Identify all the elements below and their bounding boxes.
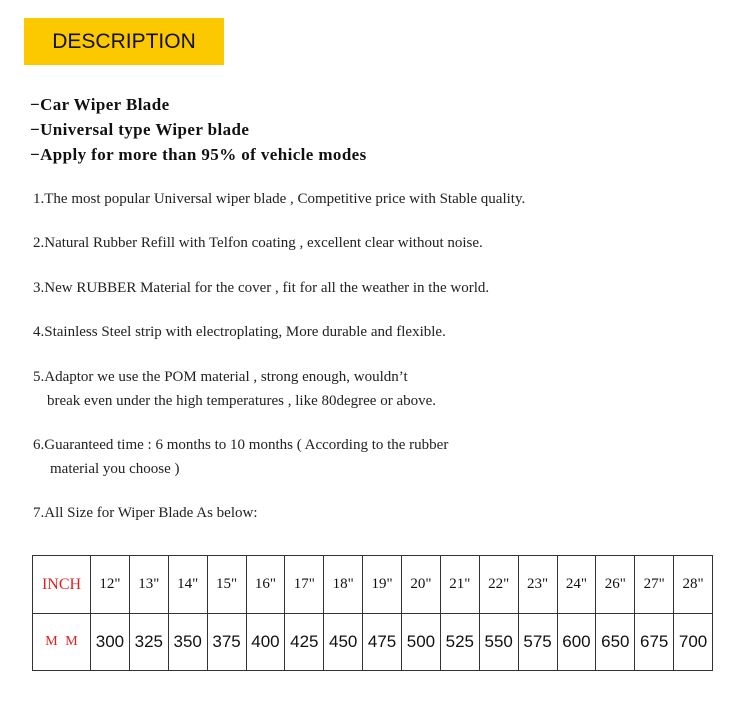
inch-cell: 13"	[129, 556, 168, 614]
mm-cell: 475	[363, 614, 402, 671]
inch-cell: 23"	[518, 556, 557, 614]
inch-cell: 17"	[285, 556, 324, 614]
mm-cell: 400	[246, 614, 285, 671]
inch-cell: 19"	[363, 556, 402, 614]
bullet-line: −Car Wiper Blade	[30, 95, 170, 114]
point-4	[33, 320, 446, 344]
inch-cell: 22"	[479, 556, 518, 614]
inch-cell: 12"	[91, 556, 130, 614]
point-2-text: 2.Natural Rubber Refill with Telfon coating , excellent clear without noise.	[33, 235, 483, 251]
inch-cell: 21"	[440, 556, 479, 614]
mm-cell: 350	[168, 614, 207, 671]
point-1-text: 1.The most popular Universal wiper blade , Competitive price with Stable quality.	[33, 191, 526, 207]
mm-cell: 600	[557, 614, 596, 671]
mm-cell: 675	[635, 614, 674, 671]
point-1	[33, 187, 525, 211]
point-6-line-1: 6.Guaranteed time : 6 months to 10 months ( According to the rubber	[33, 437, 449, 453]
point-5	[33, 365, 436, 413]
feature-bullets	[30, 92, 367, 167]
inch-cell: 24"	[557, 556, 596, 614]
mm-cell: 550	[479, 614, 518, 671]
mm-header: M M	[33, 614, 91, 671]
inch-cell: 18"	[324, 556, 363, 614]
point-3-text: 3.New RUBBER Material for the cover , fit for all the weather in the world.	[33, 280, 490, 296]
point-5-line-1: 5.Adaptor we use the POM material , strong enough, wouldn’t	[33, 369, 408, 385]
mm-cell: 300	[91, 614, 130, 671]
inch-cell: 28"	[674, 556, 713, 614]
mm-cell: 425	[285, 614, 324, 671]
inch-cell: 27"	[635, 556, 674, 614]
inch-cell: 15"	[207, 556, 246, 614]
inch-cell: 14"	[168, 556, 207, 614]
bullet-line: −Universal type Wiper blade	[30, 120, 250, 139]
bullet-line: −Apply for more than 95% of vehicle modes	[30, 145, 367, 164]
point-3	[33, 276, 489, 300]
point-7	[33, 501, 258, 525]
description-title-text: DESCRIPTION	[52, 29, 196, 53]
mm-cell: 650	[596, 614, 635, 671]
mm-cell: 375	[207, 614, 246, 671]
point-6	[33, 433, 448, 481]
point-7-text: 7.All Size for Wiper Blade As below:	[33, 505, 258, 521]
mm-cell: 325	[129, 614, 168, 671]
inch-cell: 26"	[596, 556, 635, 614]
point-5-line-2: break even under the high temperatures , like 80degree or above.	[47, 393, 437, 409]
point-4-text: 4.Stainless Steel strip with electroplating, More durable and flexible.	[33, 324, 446, 340]
mm-cell: 500	[402, 614, 441, 671]
mm-row	[33, 614, 713, 671]
point-6-line-2: material you choose )	[50, 461, 180, 477]
inch-cell: 20"	[402, 556, 441, 614]
mm-cell: 575	[518, 614, 557, 671]
description-title	[24, 18, 224, 65]
inch-cell: 16"	[246, 556, 285, 614]
point-2	[33, 231, 483, 255]
mm-cell: 700	[674, 614, 713, 671]
inch-header: INCH	[33, 556, 91, 614]
size-table	[32, 555, 713, 671]
mm-cell: 450	[324, 614, 363, 671]
inch-row	[33, 556, 713, 614]
mm-cell: 525	[440, 614, 479, 671]
